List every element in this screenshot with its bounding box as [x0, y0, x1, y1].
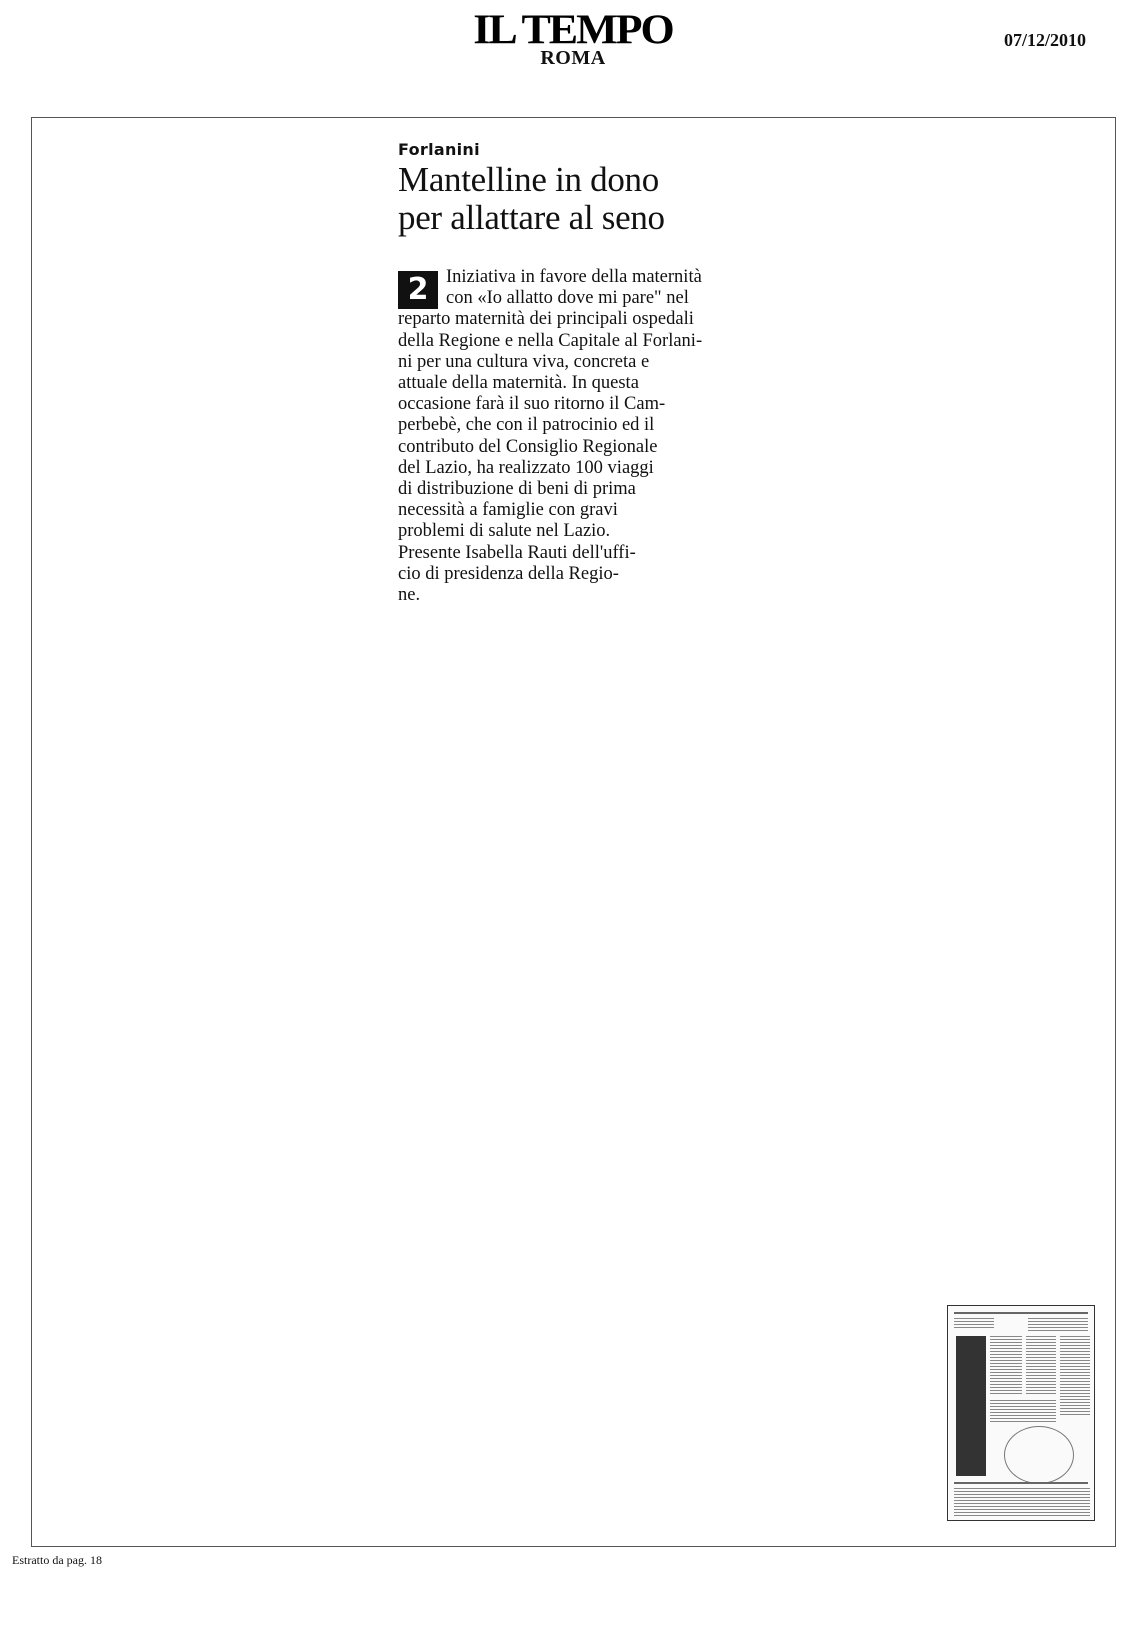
thumbnail-text-block	[990, 1336, 1022, 1396]
masthead	[0, 8, 1146, 68]
body-line: Iniziativa in favore della maternità	[446, 267, 702, 287]
body-line: attuale della maternità. In questa	[398, 373, 639, 394]
body-line: del Lazio, ha realizzato 100 viaggi	[398, 457, 654, 478]
thumbnail-text-block	[1060, 1336, 1090, 1416]
article-kicker: Forlanini	[398, 140, 480, 159]
publication-date: 07/12/2010	[1003, 30, 1086, 50]
body-line: contributo del Consiglio Regionale	[398, 436, 658, 457]
body-line: ne.	[398, 585, 421, 606]
article	[398, 140, 748, 606]
thumbnail-dark-column	[956, 1336, 986, 1476]
body-line: di distribuzione di beni di prima	[398, 479, 636, 500]
body-line: necessità a famiglie con gravi	[398, 500, 618, 521]
thumbnail-header-rule	[954, 1312, 1088, 1314]
headline-line: per allattare al seno	[398, 198, 665, 237]
page-reference: Estratto da pag. 18	[12, 1553, 102, 1567]
thumbnail-rule	[954, 1482, 1088, 1484]
newspaper-title: IL TEMPO	[473, 6, 673, 53]
body-line: reparto maternità dei principali ospedali	[398, 309, 694, 330]
body-line: ni per una cultura viva, concreta e	[398, 351, 650, 372]
body-line: perbebè, che con il patrocinio ed il	[398, 415, 655, 436]
thumbnail-text-block	[1026, 1336, 1056, 1396]
body-line: Presente Isabella Rauti dell'uffi-	[398, 542, 636, 563]
body-line: occasione farà il suo ritorno il Cam-	[398, 394, 666, 415]
page-thumbnail	[947, 1305, 1095, 1521]
article-headline	[398, 161, 748, 237]
body-line: della Regione e nella Capitale al Forlani-	[398, 330, 703, 351]
thumbnail-map	[1004, 1426, 1074, 1484]
thumbnail-text-block	[990, 1400, 1056, 1424]
body-line: cio di presidenza della Regio-	[398, 563, 619, 584]
article-number-badge: 2	[398, 271, 438, 309]
headline-line: Mantelline in dono	[398, 160, 659, 199]
article-body	[398, 267, 748, 606]
thumbnail-heading	[954, 1318, 994, 1328]
newspaper-edition: ROMA	[540, 47, 606, 69]
thumbnail-text-block	[954, 1488, 1090, 1516]
body-line: con «Io allatto dove mi pare" nel	[446, 288, 689, 309]
thumbnail-text-block	[1028, 1318, 1088, 1332]
body-line: problemi di salute nel Lazio.	[398, 521, 611, 542]
